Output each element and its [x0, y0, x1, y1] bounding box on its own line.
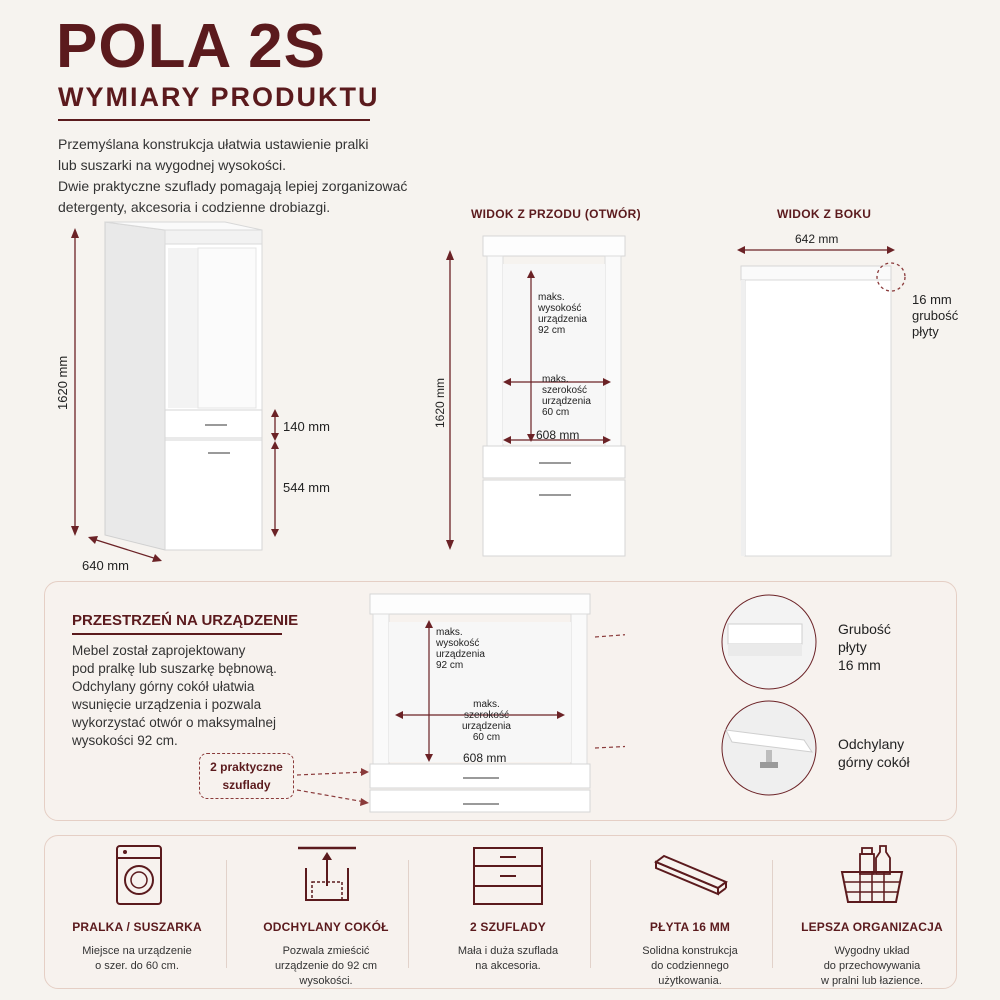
laundry-basket-icon [832, 842, 912, 908]
detail-tilt-label: Odchylany górny cokół [838, 736, 910, 770]
feature-title: LEPSZA ORGANIZACJA [801, 920, 943, 934]
feature-title: PŁYTA 16 MM [649, 920, 731, 934]
side-thickness-label: 16 mm grubość płyty [912, 292, 959, 339]
detail-thickness-label: Grubość płyty 16 mm [838, 621, 891, 673]
feature-board [599, 840, 781, 988]
feature-title: ODCHYLANY COKÓŁ [263, 920, 389, 934]
feature-desc: Mała i duża szuflada na akcesoria. [457, 945, 559, 972]
feature-drawers [417, 840, 599, 988]
page-title: POLA 2S [56, 12, 326, 81]
drawers-callout: 2 praktyczne szuflady [199, 753, 294, 799]
intro-line: Dwie praktyczne szuflady pomagają lepiej zorganizować [58, 178, 408, 194]
large-drawer-height-label: 544 mm [283, 480, 330, 495]
front-height-label: 1620 mm [433, 377, 447, 428]
side-view-title: WIDOK Z BOKU [777, 207, 872, 221]
front-view-title: WIDOK Z PRZODU (OTWÓR) [471, 207, 641, 221]
feature-desc: Miejsce na urządzenie o szer. do 60 cm. [82, 945, 192, 972]
tilting-plinth-icon [286, 842, 366, 908]
intro-text [58, 134, 438, 218]
feature-title: 2 SZUFLADY [469, 920, 546, 934]
appliance-space-divider [72, 633, 282, 635]
washing-machine-icon [97, 842, 177, 908]
appliance-space-title: PRZESTRZEŃ NA URZĄDZENIE [72, 612, 299, 629]
intro-line: lub suszarki na wygodnej wysokości. [58, 157, 286, 173]
feature-washer [46, 840, 228, 988]
board-icon [650, 842, 730, 908]
appliance-max-height-label: maks. wysokość urządzenia 92 cm [436, 627, 485, 671]
main-cabinet-illustration [50, 220, 350, 580]
feature-plinth [235, 840, 417, 988]
feature-organization [781, 840, 963, 988]
appliance-max-width-label: maks. szerokość urządzenia 60 cm [462, 699, 511, 743]
feature-title: PRALKA / SUSZARKA [72, 920, 202, 934]
side-view-illustration [735, 240, 915, 560]
front-max-height-label: maks. wysokość urządzenia 92 cm [538, 292, 587, 336]
appliance-width-label: 608 mm [463, 751, 507, 765]
appliance-space-text: Mebel został zaprojektowany pod pralkę lub suszarkę bębnową. Odchylany górny cokół ułatwia wsunięcie urządzenia i pozwala wykorzystać otwór o maksymalnej wysokości 92 cm. [72, 643, 277, 748]
small-drawer-height-label: 140 mm [283, 419, 330, 434]
main-depth-label: 640 mm [82, 558, 129, 573]
feature-desc: Solidna konstrukcja do codziennego użytkowania. [642, 945, 738, 987]
page-subtitle: WYMIARY PRODUKTU [58, 82, 380, 112]
drawers-icon [468, 842, 548, 908]
front-width-label: 608 mm [536, 428, 580, 442]
feature-desc: Pozwala zmieścić urządzenie do 92 cm wysokości. [274, 945, 378, 987]
title-divider [58, 119, 370, 121]
feature-desc: Wygodny układ do przechowywania w pralni lub łazience. [820, 945, 924, 987]
front-max-width-label: maks. szerokość urządzenia 60 cm [542, 374, 591, 418]
intro-line: Przemyślana konstrukcja ułatwia ustawienie pralki [58, 136, 369, 152]
front-view-illustration [435, 230, 635, 560]
detail-circles [714, 590, 824, 800]
side-depth-label: 642 mm [795, 232, 839, 246]
main-height-label: 1620 mm [55, 355, 70, 410]
intro-line: detergenty, akcesoria i codzienne drobiazgi. [58, 199, 331, 215]
appliance-space-illustration [295, 590, 625, 820]
